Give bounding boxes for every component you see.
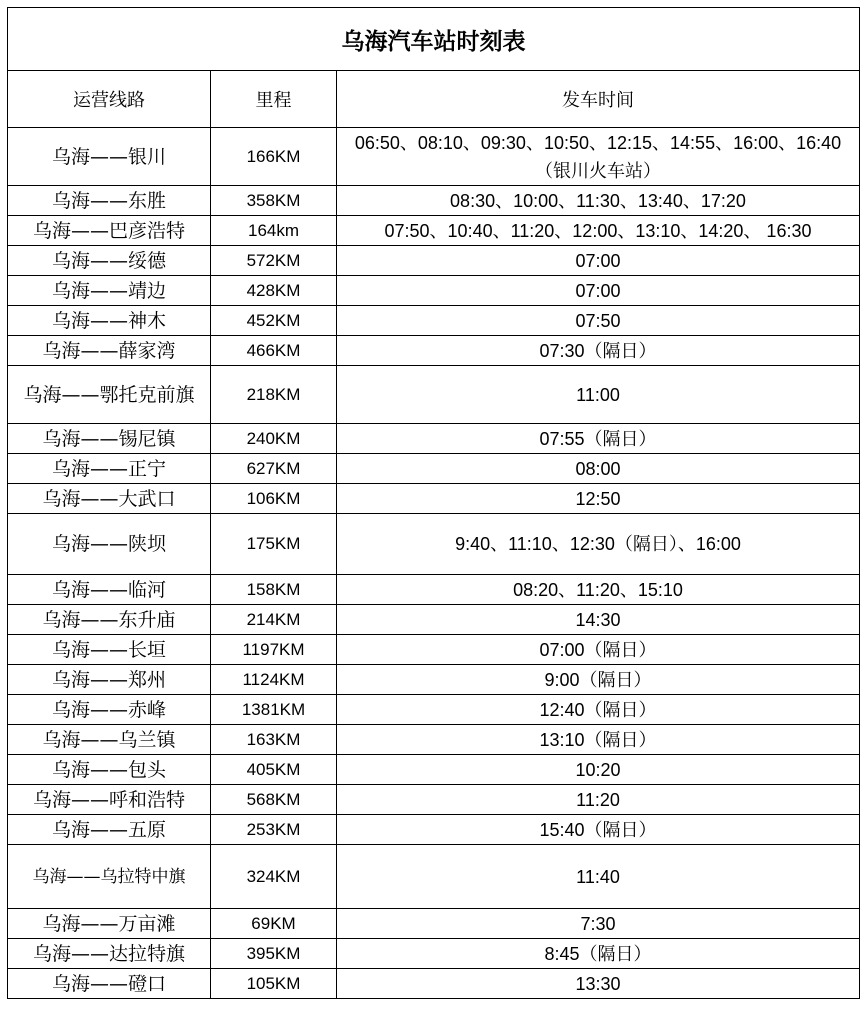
departure-cell: 11:00 [337,366,860,424]
route-cell: 乌海——银川 [8,128,211,186]
departure-cell: 08:00 [337,454,860,484]
distance-cell: 105KM [211,969,337,999]
column-header-departure: 发车时间 [337,71,860,128]
departure-cell: 08:30、10:00、11:30、13:40、17:20 [337,186,860,216]
route-cell: 乌海——乌兰镇 [8,725,211,755]
route-cell: 乌海——大武口 [8,484,211,514]
table-row [8,276,860,306]
route-cell: 乌海——正宁 [8,454,211,484]
route-cell: 乌海——万亩滩 [8,909,211,939]
departure-cell: 07:00 [337,246,860,276]
distance-cell: 69KM [211,909,337,939]
table-row [8,845,860,909]
distance-cell: 253KM [211,815,337,845]
table-row [8,246,860,276]
table-row [8,484,860,514]
route-cell: 乌海——磴口 [8,969,211,999]
title-row [8,8,860,71]
route-cell: 乌海——陕坝 [8,514,211,575]
route-cell: 乌海——包头 [8,755,211,785]
table-row [8,635,860,665]
header-row [8,71,860,128]
column-header-route: 运营线路 [8,71,211,128]
table-row [8,454,860,484]
distance-cell: 395KM [211,939,337,969]
distance-cell: 164km [211,216,337,246]
departure-cell: 9:00（隔日） [337,665,860,695]
departure-cell: 13:10（隔日） [337,725,860,755]
route-cell: 乌海——薛家湾 [8,336,211,366]
table-row [8,605,860,635]
departure-cell: 15:40（隔日） [337,815,860,845]
departure-cell: 07:55（隔日） [337,424,860,454]
table-row [8,336,860,366]
distance-cell: 405KM [211,755,337,785]
route-cell: 乌海——乌拉特中旗 [8,845,211,909]
distance-cell: 175KM [211,514,337,575]
departure-cell: 7:30 [337,909,860,939]
table-row [8,216,860,246]
table-row [8,366,860,424]
table-row [8,665,860,695]
table-row [8,755,860,785]
distance-cell: 1197KM [211,635,337,665]
route-cell: 乌海——呼和浩特 [8,785,211,815]
departure-cell: 07:50、10:40、11:20、12:00、13:10、14:20、 16:30 [337,216,860,246]
departure-cell: 8:45（隔日） [337,939,860,969]
table-row [8,815,860,845]
table-row [8,969,860,999]
table-row [8,186,860,216]
distance-cell: 572KM [211,246,337,276]
column-header-distance: 里程 [211,71,337,128]
distance-cell: 428KM [211,276,337,306]
distance-cell: 358KM [211,186,337,216]
table-row [8,909,860,939]
route-cell: 乌海——锡尼镇 [8,424,211,454]
route-cell: 乌海——靖边 [8,276,211,306]
departure-cell: 07:00（隔日） [337,635,860,665]
route-cell: 乌海——赤峰 [8,695,211,725]
table-row [8,785,860,815]
distance-cell: 166KM [211,128,337,186]
departure-cell: 07:50 [337,306,860,336]
route-cell: 乌海——神木 [8,306,211,336]
table-row [8,424,860,454]
distance-cell: 568KM [211,785,337,815]
distance-cell: 324KM [211,845,337,909]
distance-cell: 452KM [211,306,337,336]
distance-cell: 163KM [211,725,337,755]
departure-cell: 10:20 [337,755,860,785]
departure-cell: 14:30 [337,605,860,635]
distance-cell: 240KM [211,424,337,454]
table-row [8,128,860,186]
route-cell: 乌海——鄂托克前旗 [8,366,211,424]
table-row [8,725,860,755]
distance-cell: 1124KM [211,665,337,695]
route-cell: 乌海——绥德 [8,246,211,276]
page-title: 乌海汽车站时刻表 [8,8,860,71]
route-cell: 乌海——五原 [8,815,211,845]
route-cell: 乌海——巴彦浩特 [8,216,211,246]
route-cell: 乌海——东升庙 [8,605,211,635]
departure-cell: 12:50 [337,484,860,514]
distance-cell: 218KM [211,366,337,424]
schedule-table [7,7,860,999]
departure-cell: 12:40（隔日） [337,695,860,725]
departure-cell: 07:30（隔日） [337,336,860,366]
departure-cell: 07:00 [337,276,860,306]
distance-cell: 214KM [211,605,337,635]
route-cell: 乌海——东胜 [8,186,211,216]
departure-cell: 13:30 [337,969,860,999]
distance-cell: 627KM [211,454,337,484]
departure-cell: 11:20 [337,785,860,815]
route-cell: 乌海——临河 [8,575,211,605]
table-row [8,939,860,969]
route-cell: 乌海——长垣 [8,635,211,665]
table-row [8,575,860,605]
table-row [8,514,860,575]
route-cell: 乌海——达拉特旗 [8,939,211,969]
route-cell: 乌海——郑州 [8,665,211,695]
departure-cell: 08:20、11:20、15:10 [337,575,860,605]
table-row [8,695,860,725]
table-row [8,306,860,336]
departure-cell: 11:40 [337,845,860,909]
departure-cell: 06:50、08:10、09:30、10:50、12:15、14:55、16:00、16:40（银川火车站） [337,128,860,186]
distance-cell: 466KM [211,336,337,366]
departure-cell: 9:40、11:10、12:30（隔日）、16:00 [337,514,860,575]
distance-cell: 1381KM [211,695,337,725]
distance-cell: 106KM [211,484,337,514]
distance-cell: 158KM [211,575,337,605]
